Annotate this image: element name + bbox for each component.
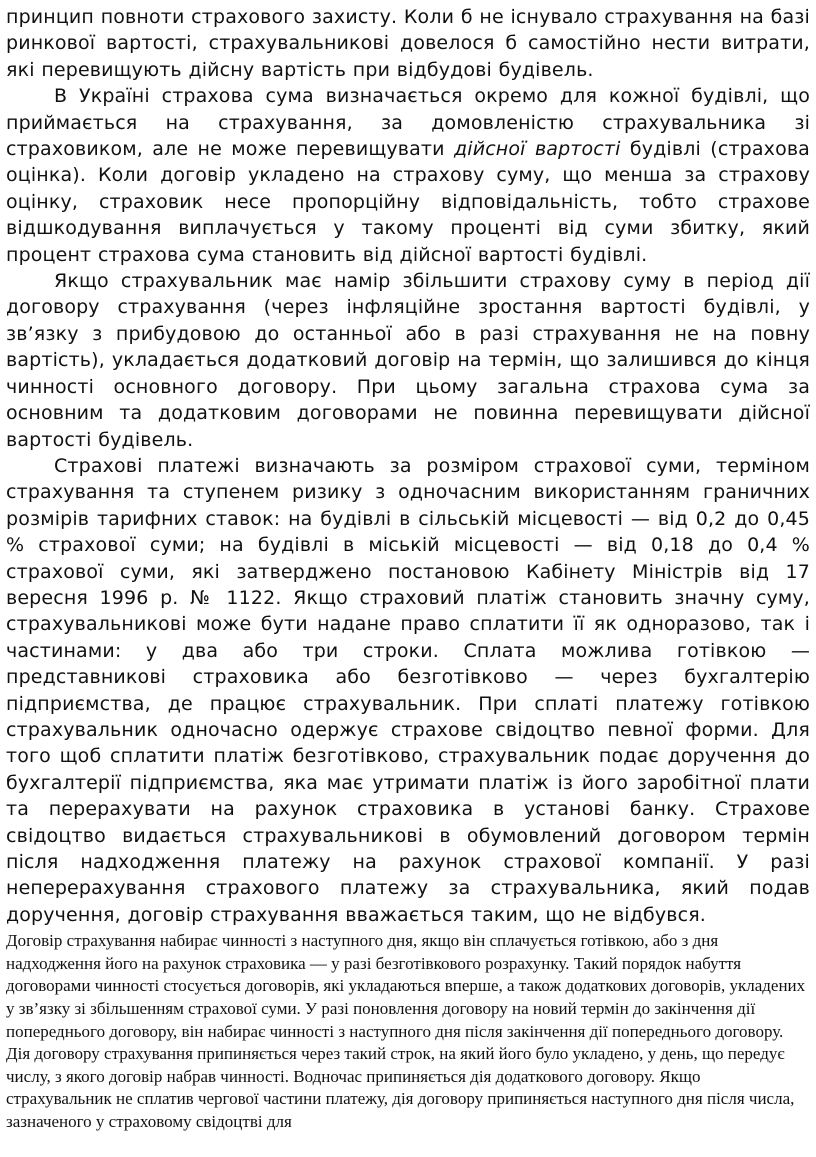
paragraph-text: принцип повноти страхового захисту. Коли б не існувало страхування на базі ринкової вартості, страхувальникові довелося б самостійно нести витрати, які перевищують дійсну вартість при відбудові будівель.	[6, 6, 810, 81]
italic-term: дійсної вартості	[454, 138, 621, 161]
paragraph-insurance-payments	[6, 453, 810, 928]
paragraph-continuation	[6, 4, 810, 83]
paragraph-additional-contract	[6, 268, 810, 453]
paragraph-text: В Україні страхова сума визначається окремо для кожної будівлі, що приймається на страхування, за домовленістю страхувальника зі страховиком, але не може перевищувати	[6, 85, 810, 161]
paragraph-sum-insured	[6, 83, 810, 268]
paragraph-text: Якщо страхувальник має намір збільшити страхову суму в період дії договору страхування (через інфляційне зростання вартості будівлі, у зв’язку з прибудовою до останньої або в разі страхування не на повну вартість), укладається додатковий договір на термін, що залишився до кінця чинності основного договору. При цьому загальна страхова сума за основним та додатковим договорами не повинна перевищувати дійсної вартості будівель.	[6, 270, 810, 451]
paragraph-text: Страхові платежі визначають за розміром страхової суми, терміном страхування та ступенем ризику з одночасним використанням граничних розмірів тарифних ставок: на будівлі в сільській місцевості — від 0,2 до 0,45 % страхової суми; на будівлі в міській місцевості — від 0,18 до 0,4 % страхової суми, які затверджено постановою Кабінету Міністрів від 17 вересня 1996 р. № 1122. Якщо страховий платіж становить значну суму, страхувальникові може бути надане право сплатити її як одноразово, так і частинами: у два або три строки. Сплата можлива готівкою — представникові страховика або безготівково — через бухгалтерію підприємства, де працює страхувальник. При сплаті платежу готівкою страхувальник одночасно одержує страхове свідоцтво певної форми. Для того щоб сплатити платіж безготівково, страхувальник подає доручення до бухгалтерії підприємства, яка має утримати платіж із його заробітної плати та перерахувати на рахунок страховика в установі банку. Страхове свідоцтво видається страхувальникові в обумовлений договором термін після надходження платежу на рахунок страхової компанії. У разі неперерахування страхового платежу за страхувальника, який подав доручення, договір страхування вважається таким, що не відбувся.	[6, 454, 810, 926]
paragraph-contract-validity: Договір страхування набирає чинності з наступного дня, якщо він сплачується готівкою, або з дня надходження його на рахунок страховика — у разі безготівкового розрахунку. Такий порядок набуття договорами чинності стосується договорів, які укладаються вперше, а також додаткових договорів, укладених у зв’язку зі збільшенням страхової суми. У разі поновлення договору на новий термін до закінчення дії попереднього договору, він набирає чинності з наступного дня після закінчення дії попереднього договору. Дія договору страхування припиняється через такий строк, на який його було укладено, у день, що передує числу, з якого договір набрав чинності. Водночас припиняється дія додаткового договору. Якщо страхувальник не сплатив чергової частини платежу, дія договору припиняється наступного дня після числа, зазначеного у страховому свідоцтві для	[6, 931, 806, 1131]
paragraph-text: будівлі (страхова оцінка). Коли договір укладено на страхову суму, що менша за страхову оцінку, страховик несе пропорційну відповідальність, тобто страхове відшкодування виплачується у такому проценті від суми збитку, який процент страхова сума становить від дійсної вартості будівлі.	[6, 138, 810, 266]
